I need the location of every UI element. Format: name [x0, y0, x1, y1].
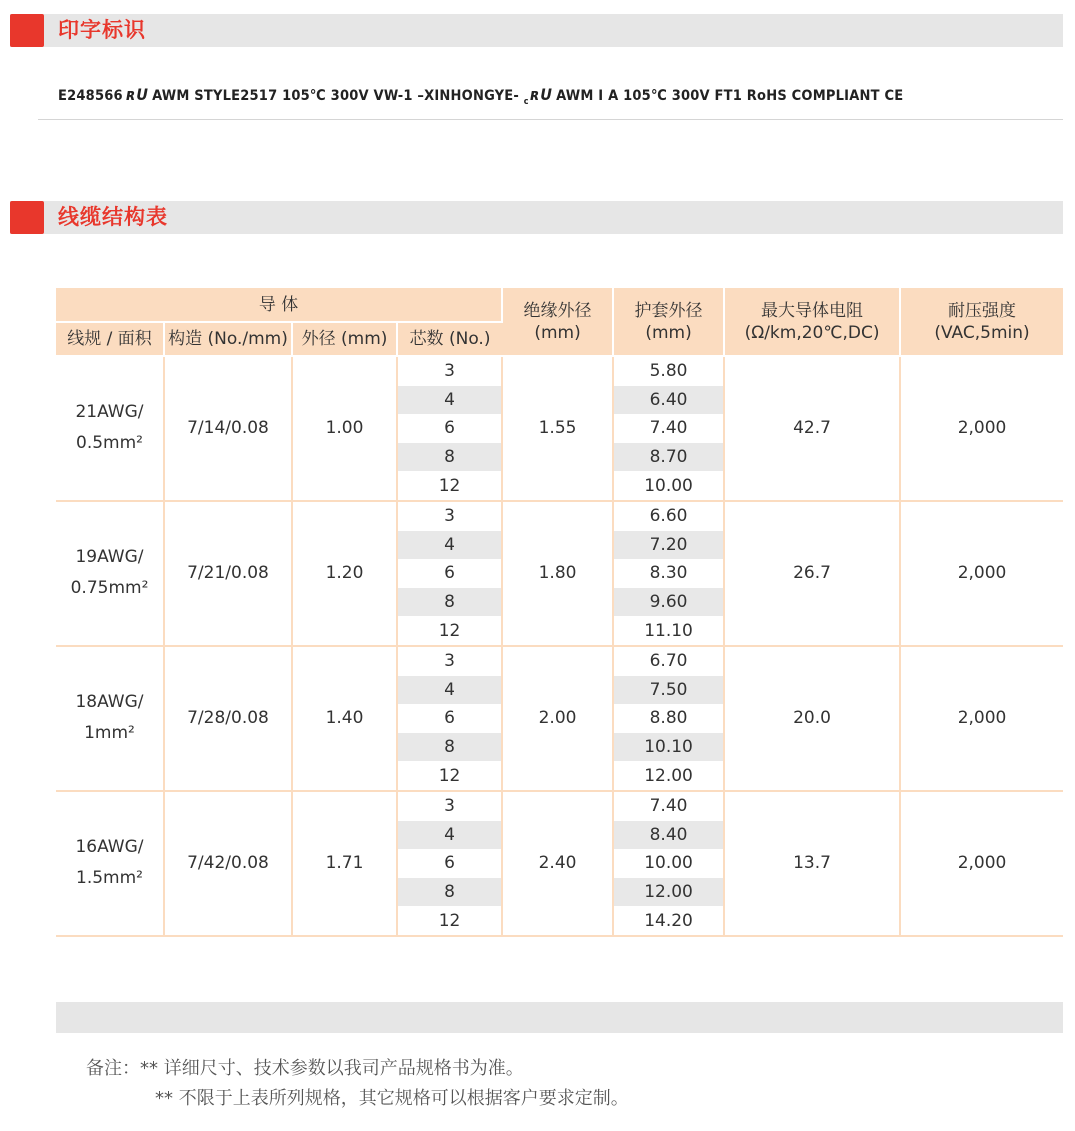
table-row [56, 501, 1063, 531]
cul-logo-icon: ʀU [530, 85, 553, 104]
jacket-od-cell: 8.80 [613, 704, 724, 733]
footer-bar [56, 1002, 1063, 1033]
jacket-od-cell: 9.60 [613, 588, 724, 617]
jacket-od-cell: 12.00 [613, 878, 724, 907]
marking-rating-text: AWM I A 105℃ 300V FT1 RoHS COMPLIANT CE [556, 88, 904, 104]
cable-structure-table [56, 288, 1063, 937]
header-withstand-voltage: 耐压强度 (VAC,5min) [900, 288, 1063, 356]
jacket-od-cell: 14.20 [613, 906, 724, 936]
cores-cell: 3 [397, 356, 502, 386]
cores-cell: 3 [397, 646, 502, 676]
cores-cell: 3 [397, 501, 502, 531]
cul-c-mark: c [523, 97, 529, 107]
construction-cell: 7/21/0.08 [164, 501, 292, 646]
jacket-od-cell: 7.50 [613, 676, 724, 705]
section-bar-marking [10, 14, 1063, 47]
ul-logo-icon: ʀU [126, 85, 149, 104]
table-row [56, 646, 1063, 676]
conductor-od-cell: 1.20 [292, 501, 397, 646]
header-gauge-area: 线规 / 面积 [56, 322, 164, 356]
jacket-od-cell: 8.40 [613, 821, 724, 850]
jacket-od-cell: 8.70 [613, 443, 724, 472]
jacket-od-cell: 7.40 [613, 414, 724, 443]
cores-cell: 6 [397, 559, 502, 588]
resistance-cell: 26.7 [724, 501, 900, 646]
note-line-2: ** 不限于上表所列规格，其它规格可以根据客户要求定制。 [155, 1088, 629, 1109]
construction-cell: 7/28/0.08 [164, 646, 292, 791]
cores-cell: 4 [397, 386, 502, 415]
cores-cell: 8 [397, 588, 502, 617]
cores-cell: 12 [397, 471, 502, 501]
insulation-od-cell: 2.40 [502, 791, 613, 936]
cores-cell: 8 [397, 443, 502, 472]
cores-cell: 6 [397, 849, 502, 878]
cores-cell: 8 [397, 733, 502, 762]
cores-cell: 3 [397, 791, 502, 821]
conductor-od-cell: 1.40 [292, 646, 397, 791]
gauge-cell: 21AWG/ 0.5mm² [56, 356, 164, 501]
cores-cell: 4 [397, 821, 502, 850]
jacket-od-cell: 6.40 [613, 386, 724, 415]
divider [38, 119, 1063, 120]
construction-cell: 7/42/0.08 [164, 791, 292, 936]
cores-cell: 4 [397, 676, 502, 705]
voltage-cell: 2,000 [900, 646, 1063, 791]
header-conductor-od: 外径 (mm) [292, 322, 397, 356]
table-row [56, 356, 1063, 386]
section-marker [10, 201, 44, 234]
voltage-cell: 2,000 [900, 356, 1063, 501]
insulation-od-cell: 1.55 [502, 356, 613, 501]
cores-cell: 12 [397, 761, 502, 791]
header-max-resistance: 最大导体电阻 (Ω/km,20℃,DC) [724, 288, 900, 356]
insulation-od-cell: 2.00 [502, 646, 613, 791]
cores-cell: 4 [397, 531, 502, 560]
jacket-od-cell: 10.00 [613, 849, 724, 878]
gauge-cell: 18AWG/ 1mm² [56, 646, 164, 791]
header-construction: 构造 (No./mm) [164, 322, 292, 356]
jacket-od-cell: 6.60 [613, 501, 724, 531]
conductor-od-cell: 1.71 [292, 791, 397, 936]
print-marking-line [58, 85, 903, 107]
cores-cell: 6 [397, 414, 502, 443]
gauge-cell: 16AWG/ 1.5mm² [56, 791, 164, 936]
jacket-od-cell: 10.10 [613, 733, 724, 762]
table-row [56, 791, 1063, 821]
jacket-od-cell: 10.00 [613, 471, 724, 501]
cores-cell: 12 [397, 616, 502, 646]
section-title-structure: 线缆结构表 [58, 205, 168, 229]
note-line-1: 备注：** 详细尺寸、技术参数以我司产品规格书为准。 [86, 1058, 524, 1079]
conductor-od-cell: 1.00 [292, 356, 397, 501]
insulation-od-cell: 1.80 [502, 501, 613, 646]
marking-file-number: E248566 [58, 88, 123, 104]
header-conductor: 导 体 [56, 288, 502, 322]
jacket-od-cell: 7.20 [613, 531, 724, 560]
jacket-od-cell: 5.80 [613, 356, 724, 386]
marking-style-text: AWM STYLE2517 105℃ 300V VW-1 –XINHONGYE- [152, 88, 520, 104]
cores-cell: 12 [397, 906, 502, 936]
notes [86, 1054, 629, 1114]
section-marker [10, 14, 44, 47]
construction-cell: 7/14/0.08 [164, 356, 292, 501]
gauge-cell: 19AWG/ 0.75mm² [56, 501, 164, 646]
voltage-cell: 2,000 [900, 501, 1063, 646]
section-title-marking: 印字标识 [58, 18, 146, 42]
resistance-cell: 13.7 [724, 791, 900, 936]
header-cores: 芯数 (No.) [397, 322, 502, 356]
jacket-od-cell: 12.00 [613, 761, 724, 791]
jacket-od-cell: 6.70 [613, 646, 724, 676]
cores-cell: 6 [397, 704, 502, 733]
resistance-cell: 42.7 [724, 356, 900, 501]
voltage-cell: 2,000 [900, 791, 1063, 936]
jacket-od-cell: 11.10 [613, 616, 724, 646]
jacket-od-cell: 8.30 [613, 559, 724, 588]
header-insulation-od: 绝缘外径 (mm) [502, 288, 613, 356]
resistance-cell: 20.0 [724, 646, 900, 791]
cores-cell: 8 [397, 878, 502, 907]
header-jacket-od: 护套外径 (mm) [613, 288, 724, 356]
section-bar-structure [10, 201, 1063, 234]
jacket-od-cell: 7.40 [613, 791, 724, 821]
